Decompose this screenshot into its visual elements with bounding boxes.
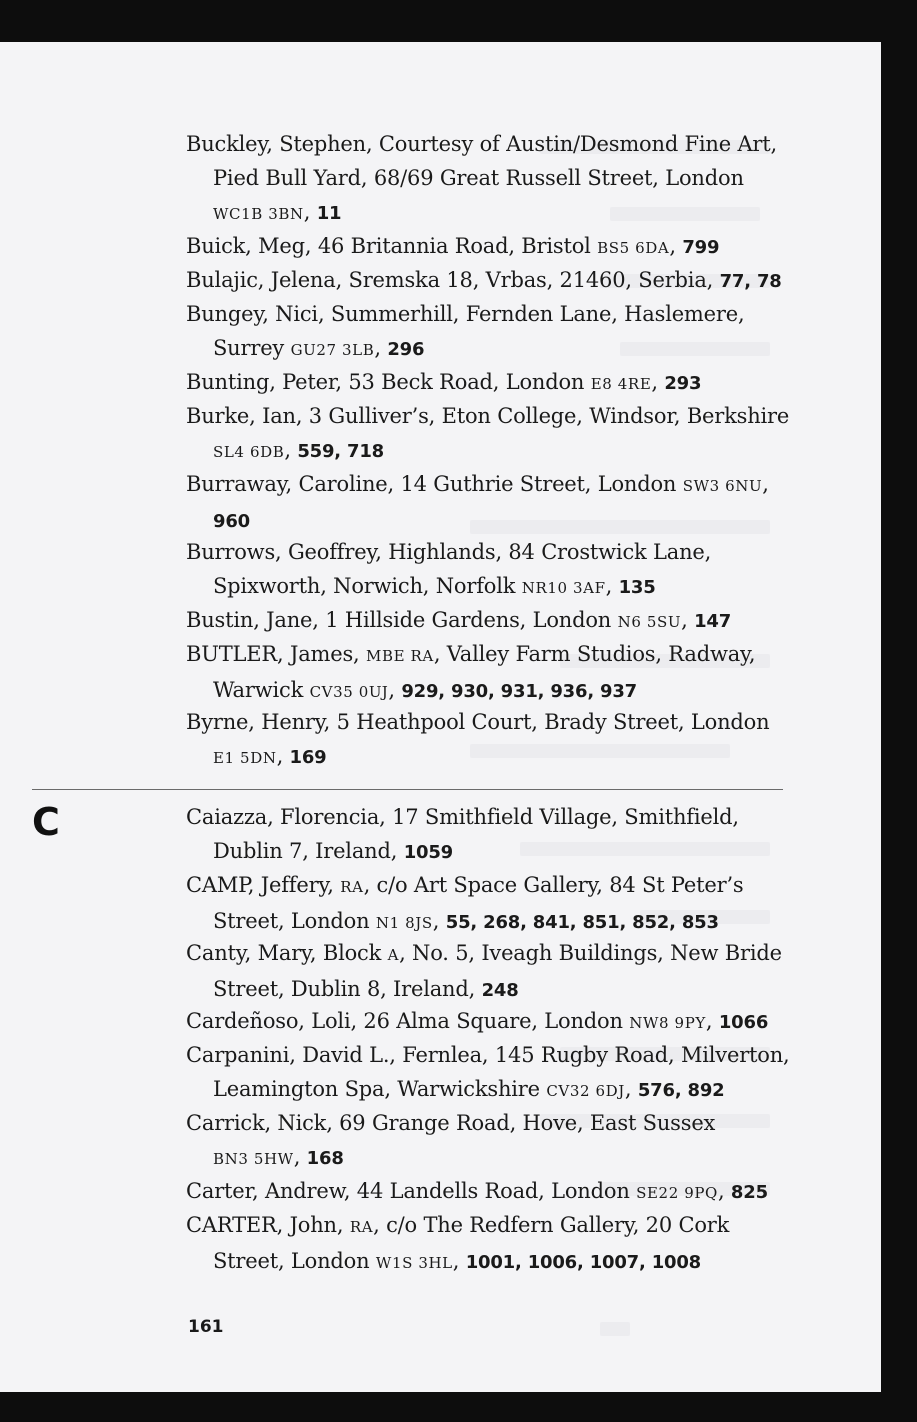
entry-text: Burrows, Geoffrey, Highlands, 84 Crostwick Lane, (186, 540, 712, 564)
entry-line (186, 834, 776, 870)
postcode: CV35 0UJ (309, 683, 389, 701)
entry-text: Street, Dublin 8, Ireland, (213, 977, 476, 1001)
entry-line (186, 673, 776, 709)
catalogue-numbers: 168 (306, 1148, 344, 1169)
section-letter: C (32, 800, 60, 844)
entry-line (186, 263, 782, 299)
catalogue-numbers: 1059 (403, 842, 453, 863)
entry-line (186, 705, 776, 739)
entry-text: Buick, Meg, 46 Britannia Road, Bristol (186, 234, 598, 258)
catalogue-numbers: 929, 930, 931, 936, 937 (401, 681, 637, 702)
entry-text: , (303, 200, 311, 224)
catalogue-numbers: 169 (289, 747, 327, 768)
postcode: A (387, 946, 400, 964)
entry-text: , (624, 1077, 632, 1101)
page-number: 161 (188, 1317, 224, 1337)
postcode: WC1B 3BN (213, 205, 304, 223)
index-entry (186, 1004, 776, 1040)
entry-line (186, 503, 776, 539)
entry-line (186, 195, 776, 231)
entry-text: , (432, 909, 440, 933)
postcode: SL4 6DB (213, 443, 285, 461)
postcode: RA (340, 878, 364, 896)
catalogue-numbers: 77, 78 (719, 271, 782, 292)
entry-line (186, 1004, 776, 1040)
entry-line (186, 297, 776, 331)
postcode: N6 5SU (617, 613, 682, 631)
entry-text: Cardeñoso, Loli, 26 Alma Square, London (186, 1009, 630, 1033)
entry-text: , (293, 1145, 301, 1169)
entry-text: Street, London (213, 909, 376, 933)
entry-text: CARTER, John, (186, 1213, 350, 1237)
entry-line (186, 868, 776, 904)
entry-line (186, 467, 776, 503)
entry-text: , (651, 370, 658, 394)
entry-text: Caiazza, Florencia, 17 Smithfield Village, Smithfield, (186, 805, 739, 829)
index-entry (186, 263, 782, 299)
catalogue-numbers: 11 (316, 203, 342, 224)
entry-text: Canty, Mary, Block (186, 941, 388, 965)
index-entry (186, 1038, 790, 1108)
entry-text: , c/o Art Space Gallery, 84 St Peter’s (363, 873, 744, 897)
catalogue-numbers: 55, 268, 841, 851, 852, 853 (445, 912, 719, 933)
index-page (0, 42, 881, 1392)
entry-line (186, 936, 782, 972)
index-entry (186, 1106, 776, 1176)
index-entry (186, 229, 776, 265)
entry-text: , (605, 574, 613, 598)
index-entry (186, 705, 776, 775)
entry-text: Byrne, Henry, 5 Heathpool Court, Brady Street, London (186, 710, 770, 734)
index-entry (186, 365, 776, 401)
entry-text: Burraway, Caroline, 14 Guthrie Street, London (186, 472, 683, 496)
postcode: GU27 3LB (290, 341, 375, 359)
entry-text: , (762, 472, 769, 496)
section-divider (32, 789, 783, 790)
entry-text: , (669, 234, 676, 258)
catalogue-numbers: 576, 892 (637, 1080, 725, 1101)
postcode: W1S 3HL (375, 1254, 453, 1272)
index-entry (186, 535, 776, 605)
entry-text: , (374, 336, 381, 360)
entry-line (186, 904, 776, 940)
entry-text: , Valley Farm Studios, Radway, (433, 642, 756, 666)
index-entry (186, 127, 776, 231)
postcode: BN3 5HW (213, 1150, 294, 1168)
entry-line (186, 637, 776, 673)
entry-text: Bulajic, Jelena, Sremska 18, Vrbas, 21460, Serbia, (186, 268, 714, 292)
entry-text: , (276, 744, 284, 768)
postcode: NR10 3AF (521, 579, 606, 597)
entry-text: CAMP, Jeffery, (186, 873, 341, 897)
index-entry (186, 1208, 776, 1280)
entry-text: Carter, Andrew, 44 Landells Road, London (186, 1179, 637, 1203)
entry-text: Pied Bull Yard, 68/69 Great Russell Street, London (213, 166, 744, 190)
postcode: N1 8JS (375, 914, 433, 932)
postcode: MBE RA (365, 647, 434, 665)
index-entry (186, 603, 776, 639)
entry-text: Bustin, Jane, 1 Hillside Gardens, London (186, 608, 618, 632)
entry-text: , (284, 438, 291, 462)
catalogue-numbers: 293 (664, 373, 702, 394)
index-entry (186, 936, 782, 1008)
entry-text: , (388, 678, 395, 702)
entry-text: Spixworth, Norwich, Norfolk (213, 574, 522, 598)
entry-line (186, 1140, 776, 1176)
index-entry (186, 399, 790, 469)
postcode: CV32 6DJ (546, 1082, 625, 1100)
entry-line (186, 127, 776, 161)
entry-line (186, 1072, 776, 1108)
catalogue-numbers: 559, 718 (297, 441, 384, 462)
entry-text: Burke, Ian, 3 Gulliver’s, Eton College, Windsor, Berkshire (186, 404, 790, 428)
entry-line (186, 1174, 776, 1210)
entry-line (186, 365, 776, 401)
index-entry (186, 1174, 776, 1210)
entry-text: Street, London (213, 1249, 376, 1273)
catalogue-numbers: 799 (682, 237, 720, 258)
entry-line (186, 1208, 776, 1244)
index-entry (186, 297, 776, 367)
catalogue-numbers: 825 (730, 1182, 768, 1203)
entry-text: Carrick, Nick, 69 Grange Road, Hove, East Sussex (186, 1111, 716, 1135)
entry-line (186, 433, 776, 469)
entry-text: Carpanini, David L., Fernlea, 145 Rugby Road, Milverton, (186, 1043, 790, 1067)
postcode: E1 5DN (213, 749, 277, 767)
catalogue-numbers: 1001, 1006, 1007, 1008 (465, 1252, 701, 1273)
entry-line (186, 161, 776, 195)
entry-line (186, 331, 776, 367)
entry-line (186, 800, 776, 834)
entry-text: Surrey (213, 336, 291, 360)
catalogue-numbers: 248 (481, 980, 519, 1001)
entry-line (186, 1106, 776, 1140)
catalogue-numbers: 135 (618, 577, 656, 598)
entry-text: , c/o The Redfern Gallery, 20 Cork (373, 1213, 730, 1237)
entry-text: Leamington Spa, Warwickshire (213, 1077, 547, 1101)
entry-text: , (681, 608, 688, 632)
entry-text: Bunting, Peter, 53 Beck Road, London (186, 370, 591, 394)
index-entry (186, 637, 776, 709)
entry-text: Bungey, Nici, Summerhill, Fernden Lane, Haslemere, (186, 302, 745, 326)
catalogue-numbers: 1066 (718, 1012, 769, 1033)
entry-text: Dublin 7, Ireland, (213, 839, 398, 863)
entry-text: Buckley, Stephen, Courtesy of Austin/Desmond Fine Art, (186, 132, 777, 156)
entry-text: , (705, 1009, 713, 1033)
postcode: E8 4RE (590, 375, 652, 393)
index-entry (186, 800, 776, 870)
index-entry (186, 467, 776, 539)
catalogue-numbers: 960 (213, 511, 250, 532)
postcode: SW3 6NU (682, 477, 763, 495)
postcode: BS5 6DA (597, 239, 670, 257)
entry-text: BUTLER, James, (186, 642, 366, 666)
index-entry (186, 868, 776, 940)
entry-text: , No. 5, Iveagh Buildings, New Bride (399, 941, 782, 965)
postcode: RA (349, 1218, 374, 1236)
catalogue-numbers: 296 (387, 339, 425, 360)
catalogue-numbers: 147 (694, 611, 732, 632)
postcode: SE22 9PQ (636, 1184, 718, 1202)
entry-line (186, 603, 776, 639)
postcode: NW8 9PY (629, 1014, 706, 1032)
entry-line (186, 569, 776, 605)
entry-line (186, 535, 776, 569)
entry-text: , (452, 1249, 460, 1273)
entry-text: Warwick (213, 678, 310, 702)
entry-line (186, 1244, 776, 1280)
entry-line (186, 739, 776, 775)
entry-text: , (717, 1179, 725, 1203)
entry-line (186, 1038, 790, 1072)
entry-line (186, 399, 790, 433)
entry-line (186, 972, 776, 1008)
entry-line (186, 229, 776, 265)
